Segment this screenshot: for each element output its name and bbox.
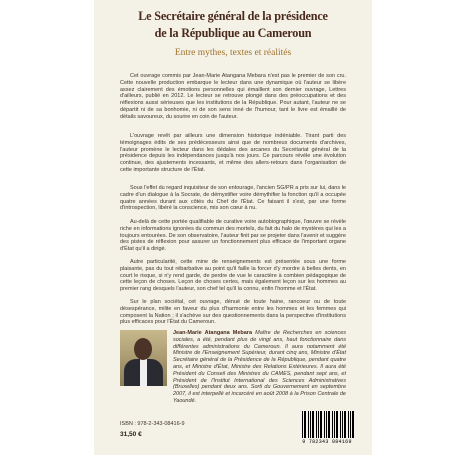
blurb-paragraph-3: Sous l'effet du regard inquisiteur de son entourage, l'ancien SG/PR a pris sur lui, dans le cadre d'un dialogue à la Socrate, de démystifier voire démythifier la fonction qu'il a occupée quatre années durant aux côtés du Chef de l'État. Ce faisant il s'est, par une forme d'introspection, libéré la conscience, mis son cœur à nu. — [120, 185, 346, 212]
book-title-line-2: de la République au Cameroun — [154, 26, 312, 40]
author-bio — [173, 330, 346, 405]
back-cover — [94, 0, 372, 455]
blurb-paragraph-5: Autre particularité, cette mine de renseignements est présentée sous une forme plaisante, pas du tout rébarbative au point qu'il faille la forcer d'y mordre à belles dents, en court le risque, si n'y rend garde, de perdre de vue le caractère à combien pédagogique de cette leçon de choses. Leçon de choses certes, mais également leçon sur les hommes au premier rang desquels l'auteur, son chef tel qu'il la connu, enfin l'homme et l'État. — [120, 259, 346, 293]
author-bio-text: Maître de Recherches en sciences sociales, a été, pendant plus de vingt ans, haut fonctionnaire dans différentes administrations du Cameroun. Il aura notamment été Ministre de l'Enseignement Supérieur, durant cinq ans, Ministre d'État Secrétaire général de la Présidence de la République, pendant quatre ans, et Ministre d'État, Ministre des Relations Extérieures. Il aura été Président du Conseil des Ministres du CAMES, pendant sept ans, et Président de l'Institut International des Sciences Administratives (Bruxelles) pendant deux ans. Sorti du Gouvernement en septembre 2007, il est interpellé et incarcéré en août 2008 à la Prison Centrale de Yaoundé. — [173, 330, 347, 404]
isbn-text: ISBN : 978-2-343-08416-9 — [120, 421, 185, 427]
author-name: Jean-Marie Atangana Mebara — [173, 330, 253, 336]
blurb-paragraph-4: Au-delà de cette portée qualifiable de curative voire autobiographique, l'œuvre se révèle riche en informations ignorées du commun des mortels, du fait du halo de mystères qui les a toujours entourées. De son observatoire, l'auteur finit par se projeter dans l'avenir et suggère des pistes de réflexion pour assurer un fonctionnement plus efficace de l'important organe d'État qu'il a dirigé. — [120, 219, 346, 253]
blurb-paragraph-1: Cet ouvrage commis par Jean-Marie Atangana Mebara n'est pas le premier de son cru. Cette nouvelle production embarque le lecteur dans une dynamique où l'auteur se libère assez clairement des émotions personnelles qui émaillent son dernier ouvrage, Lettres d'ailleurs, publié en 2012. Le lecteur se retrouve plongé dans des préoccupations et des réflexions aussi sérieuses que les institutions de la République. Pour autant, l'auteur ne se départit ni de sa bonhomie, ni de son sens inné de l'humour, tant le livre est émaillé de détails savoureux, du sourire en coin de l'auteur. — [120, 73, 346, 120]
price-text: 31,50 € — [120, 431, 142, 438]
blurb-paragraph-2: L'ouvrage revêt par ailleurs une dimension historique indéniable. Tirant parti des témoignages édits de ses prédécesseurs ainsi que de nombreux documents d'archives, l'auteur promène le lecteur dans les dédales des arcanes du Secrétariat général de la présidence depuis les indépendances jusqu'à nos jours. Ce parcours révèle une évolution continue, des ajustements incessants, et même des allers-retours dans l'organisation de cette importante structure de l'État. — [120, 133, 346, 173]
book-subtitle: Entre mythes, textes et réalités — [174, 48, 292, 58]
book-title-line-1: Le Secrétaire général de la présidence — [138, 9, 328, 23]
author-photo — [120, 330, 167, 386]
barcode-bars — [302, 411, 354, 438]
barcode-digits: 9 782343 084169 — [302, 439, 352, 445]
barcode — [298, 411, 356, 445]
blurb-paragraph-6: Sur le plan sociétal, cet ouvrage, dénué de toute haine, rancoeur ou de toute désespérance, milite en faveur du plus d'harmonie entre les hommes et les femmes qui composent la Nation ; il s'achève sur des questionnements dans la perspective d'institutions plus efficaces pour l'État du Cameroun. — [120, 299, 346, 326]
